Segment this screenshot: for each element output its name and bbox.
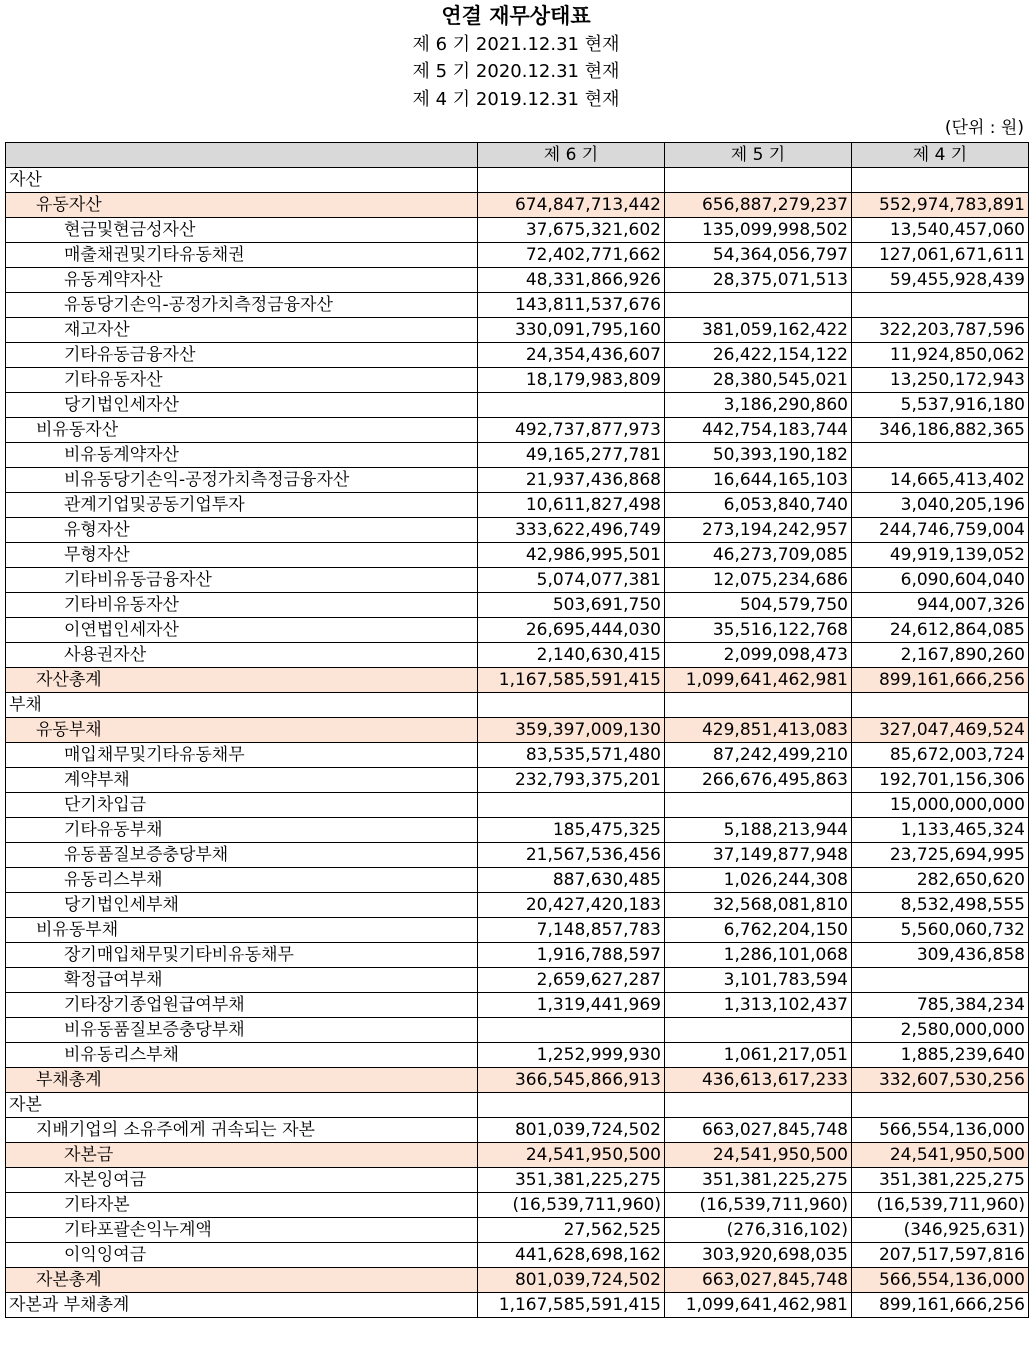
- amount-cell: 232,793,375,201: [478, 768, 665, 793]
- amount-cell: 552,974,783,891: [852, 193, 1029, 218]
- amount-cell: 7,148,857,783: [478, 918, 665, 943]
- amount-cell: [665, 168, 852, 193]
- amount-cell: 135,099,998,502: [665, 218, 852, 243]
- table-row: [6, 1118, 1029, 1143]
- amount-cell: 16,644,165,103: [665, 468, 852, 493]
- table-row: [6, 318, 1029, 343]
- table-row: [6, 343, 1029, 368]
- table-row: [6, 543, 1029, 568]
- amount-cell: [852, 168, 1029, 193]
- amount-cell: 1,061,217,051: [665, 1043, 852, 1068]
- amount-cell: 887,630,485: [478, 868, 665, 893]
- amount-cell: 5,188,213,944: [665, 818, 852, 843]
- amount-cell: 785,384,234: [852, 993, 1029, 1018]
- amount-cell: 351,381,225,275: [478, 1168, 665, 1193]
- amount-cell: 26,422,154,122: [665, 343, 852, 368]
- amount-cell: [478, 1018, 665, 1043]
- table-row: [6, 918, 1029, 943]
- account-label: 유동품질보증충당부채: [6, 843, 478, 868]
- amount-cell: 13,250,172,943: [852, 368, 1029, 393]
- table-row: [6, 368, 1029, 393]
- account-label: 자본총계: [6, 1268, 478, 1293]
- account-label: 장기매입채무및기타비유동채무: [6, 943, 478, 968]
- account-label: 현금및현금성자산: [6, 218, 478, 243]
- amount-cell: [852, 443, 1029, 468]
- amount-cell: 6,762,204,150: [665, 918, 852, 943]
- amount-cell: 24,541,950,500: [478, 1143, 665, 1168]
- table-row: [6, 968, 1029, 993]
- amount-cell: 1,252,999,930: [478, 1043, 665, 1068]
- account-label: 기타자본: [6, 1193, 478, 1218]
- amount-cell: 11,924,850,062: [852, 343, 1029, 368]
- amount-cell: 12,075,234,686: [665, 568, 852, 593]
- amount-cell: 2,167,890,260: [852, 643, 1029, 668]
- amount-cell: [852, 293, 1029, 318]
- account-label: 유동당기손익-공정가치측정금융자산: [6, 293, 478, 318]
- amount-cell: 72,402,771,662: [478, 243, 665, 268]
- amount-cell: 21,937,436,868: [478, 468, 665, 493]
- amount-cell: 2,140,630,415: [478, 643, 665, 668]
- amount-cell: 1,167,585,591,415: [478, 668, 665, 693]
- account-label: 유동부채: [6, 718, 478, 743]
- amount-cell: [478, 693, 665, 718]
- account-label: 사용권자산: [6, 643, 478, 668]
- amount-cell: 26,695,444,030: [478, 618, 665, 643]
- amount-cell: [852, 693, 1029, 718]
- amount-cell: 1,313,102,437: [665, 993, 852, 1018]
- amount-cell: 192,701,156,306: [852, 768, 1029, 793]
- account-label: 기타장기종업원급여부채: [6, 993, 478, 1018]
- amount-cell: 1,319,441,969: [478, 993, 665, 1018]
- header-period-6: 제 6 기: [478, 143, 665, 168]
- account-label: 비유동당기손익-공정가치측정금융자산: [6, 468, 478, 493]
- amount-cell: 27,562,525: [478, 1218, 665, 1243]
- amount-cell: 330,091,795,160: [478, 318, 665, 343]
- amount-cell: 37,149,877,948: [665, 843, 852, 868]
- amount-cell: 366,545,866,913: [478, 1068, 665, 1093]
- table-row: [6, 393, 1029, 418]
- account-label: 당기법인세부채: [6, 893, 478, 918]
- account-label: 계약부채: [6, 768, 478, 793]
- amount-cell: 3,186,290,860: [665, 393, 852, 418]
- amount-cell: [665, 793, 852, 818]
- table-row: [6, 243, 1029, 268]
- amount-cell: 899,161,666,256: [852, 1293, 1029, 1318]
- amount-cell: (16,539,711,960): [478, 1193, 665, 1218]
- amount-cell: 6,090,604,040: [852, 568, 1029, 593]
- amount-cell: (16,539,711,960): [852, 1193, 1029, 1218]
- account-label: 부채총계: [6, 1068, 478, 1093]
- amount-cell: 663,027,845,748: [665, 1118, 852, 1143]
- amount-cell: 332,607,530,256: [852, 1068, 1029, 1093]
- account-label: 유동계약자산: [6, 268, 478, 293]
- account-label: 무형자산: [6, 543, 478, 568]
- amount-cell: 266,676,495,863: [665, 768, 852, 793]
- table-row: [6, 1168, 1029, 1193]
- amount-cell: 5,560,060,732: [852, 918, 1029, 943]
- table-row: [6, 443, 1029, 468]
- amount-cell: [665, 293, 852, 318]
- amount-cell: [478, 793, 665, 818]
- table-row: [6, 1268, 1029, 1293]
- table-row: [6, 893, 1029, 918]
- amount-cell: 381,059,162,422: [665, 318, 852, 343]
- account-label: 자산: [6, 168, 478, 193]
- amount-cell: 127,061,671,611: [852, 243, 1029, 268]
- amount-cell: 13,540,457,060: [852, 218, 1029, 243]
- table-row: [6, 168, 1029, 193]
- amount-cell: 1,916,788,597: [478, 943, 665, 968]
- amount-cell: (276,316,102): [665, 1218, 852, 1243]
- account-label: 비유동부채: [6, 918, 478, 943]
- amount-cell: 37,675,321,602: [478, 218, 665, 243]
- amount-cell: 333,622,496,749: [478, 518, 665, 543]
- amount-cell: 436,613,617,233: [665, 1068, 852, 1093]
- table-row: [6, 293, 1029, 318]
- amount-cell: 944,007,326: [852, 593, 1029, 618]
- account-label: 재고자산: [6, 318, 478, 343]
- header-period-5: 제 5 기: [665, 143, 852, 168]
- table-body: [6, 168, 1029, 1318]
- amount-cell: 1,099,641,462,981: [665, 1293, 852, 1318]
- amount-cell: 54,364,056,797: [665, 243, 852, 268]
- amount-cell: 32,568,081,810: [665, 893, 852, 918]
- amount-cell: 801,039,724,502: [478, 1118, 665, 1143]
- amount-cell: 1,026,244,308: [665, 868, 852, 893]
- amount-cell: 185,475,325: [478, 818, 665, 843]
- amount-cell: 5,537,916,180: [852, 393, 1029, 418]
- amount-cell: 28,380,545,021: [665, 368, 852, 393]
- amount-cell: 674,847,713,442: [478, 193, 665, 218]
- table-row: [6, 843, 1029, 868]
- account-label: 자본과 부채총계: [6, 1293, 478, 1318]
- table-row: [6, 1243, 1029, 1268]
- account-label: 비유동계약자산: [6, 443, 478, 468]
- amount-cell: 282,650,620: [852, 868, 1029, 893]
- amount-cell: [665, 1018, 852, 1043]
- header-period-4: 제 4 기: [852, 143, 1029, 168]
- amount-cell: 3,101,783,594: [665, 968, 852, 993]
- amount-cell: 663,027,845,748: [665, 1268, 852, 1293]
- table-row: [6, 1018, 1029, 1043]
- amount-cell: 351,381,225,275: [852, 1168, 1029, 1193]
- unit-label: (단위 : 원): [944, 118, 1024, 138]
- amount-cell: 15,000,000,000: [852, 793, 1029, 818]
- amount-cell: 24,541,950,500: [852, 1143, 1029, 1168]
- table-row: [6, 418, 1029, 443]
- amount-cell: 429,851,413,083: [665, 718, 852, 743]
- table-row: [6, 593, 1029, 618]
- table-row: [6, 1043, 1029, 1068]
- amount-cell: 46,273,709,085: [665, 543, 852, 568]
- account-label: 비유동자산: [6, 418, 478, 443]
- amount-cell: 244,746,759,004: [852, 518, 1029, 543]
- table-row: [6, 1193, 1029, 1218]
- table-row: [6, 1093, 1029, 1118]
- account-label: 기타비유동금융자산: [6, 568, 478, 593]
- table-row: [6, 993, 1029, 1018]
- account-label: 부채: [6, 693, 478, 718]
- amount-cell: 303,920,698,035: [665, 1243, 852, 1268]
- amount-cell: 442,754,183,744: [665, 418, 852, 443]
- amount-cell: 566,554,136,000: [852, 1118, 1029, 1143]
- table-row: [6, 818, 1029, 843]
- amount-cell: 346,186,882,365: [852, 418, 1029, 443]
- table-row: [6, 718, 1029, 743]
- table-row: [6, 468, 1029, 493]
- period-line-6: 제 6 기 2021.12.31 현재: [412, 34, 620, 55]
- amount-cell: 441,628,698,162: [478, 1243, 665, 1268]
- statement-title: 연결 재무상태표: [441, 4, 591, 28]
- amount-cell: 351,381,225,275: [665, 1168, 852, 1193]
- account-label: 비유동리스부채: [6, 1043, 478, 1068]
- table-row: [6, 693, 1029, 718]
- table-row: [6, 868, 1029, 893]
- account-label: 기타유동부채: [6, 818, 478, 843]
- amount-cell: 8,532,498,555: [852, 893, 1029, 918]
- account-label: 매출채권및기타유동채권: [6, 243, 478, 268]
- amount-cell: 504,579,750: [665, 593, 852, 618]
- amount-cell: 6,053,840,740: [665, 493, 852, 518]
- table-row: [6, 1068, 1029, 1093]
- table-row: [6, 193, 1029, 218]
- amount-cell: 48,331,866,926: [478, 268, 665, 293]
- amount-cell: 85,672,003,724: [852, 743, 1029, 768]
- account-label: 비유동품질보증충당부채: [6, 1018, 478, 1043]
- amount-cell: 10,611,827,498: [478, 493, 665, 518]
- table-row: [6, 493, 1029, 518]
- table-row: [6, 743, 1029, 768]
- amount-cell: 566,554,136,000: [852, 1268, 1029, 1293]
- amount-cell: 20,427,420,183: [478, 893, 665, 918]
- account-label: 자본: [6, 1093, 478, 1118]
- amount-cell: 3,040,205,196: [852, 493, 1029, 518]
- table-row: [6, 268, 1029, 293]
- table-row: [6, 643, 1029, 668]
- account-label: 자본금: [6, 1143, 478, 1168]
- amount-cell: 899,161,666,256: [852, 668, 1029, 693]
- amount-cell: 327,047,469,524: [852, 718, 1029, 743]
- amount-cell: [478, 1093, 665, 1118]
- amount-cell: 21,567,536,456: [478, 843, 665, 868]
- amount-cell: 2,659,627,287: [478, 968, 665, 993]
- amount-cell: 656,887,279,237: [665, 193, 852, 218]
- account-label: 이연법인세자산: [6, 618, 478, 643]
- table-row: [6, 793, 1029, 818]
- table-row: [6, 568, 1029, 593]
- amount-cell: 24,541,950,500: [665, 1143, 852, 1168]
- amount-cell: 1,286,101,068: [665, 943, 852, 968]
- amount-cell: 322,203,787,596: [852, 318, 1029, 343]
- account-label: 기타유동자산: [6, 368, 478, 393]
- balance-sheet-table: [5, 142, 1029, 1318]
- amount-cell: [665, 1093, 852, 1118]
- account-label: 단기차입금: [6, 793, 478, 818]
- account-label: 자산총계: [6, 668, 478, 693]
- account-label: 당기법인세자산: [6, 393, 478, 418]
- account-label: 이익잉여금: [6, 1243, 478, 1268]
- amount-cell: 49,165,277,781: [478, 443, 665, 468]
- amount-cell: 2,580,000,000: [852, 1018, 1029, 1043]
- table-row: [6, 1293, 1029, 1318]
- account-label: 유형자산: [6, 518, 478, 543]
- amount-cell: [665, 693, 852, 718]
- amount-cell: 42,986,995,501: [478, 543, 665, 568]
- amount-cell: 1,885,239,640: [852, 1043, 1029, 1068]
- account-label: 유동자산: [6, 193, 478, 218]
- table-row: [6, 943, 1029, 968]
- account-label: 관계기업및공동기업투자: [6, 493, 478, 518]
- account-label: 유동리스부채: [6, 868, 478, 893]
- amount-cell: 28,375,071,513: [665, 268, 852, 293]
- account-label: 기타포괄손익누계액: [6, 1218, 478, 1243]
- amount-cell: 309,436,858: [852, 943, 1029, 968]
- amount-cell: 49,919,139,052: [852, 543, 1029, 568]
- amount-cell: 5,074,077,381: [478, 568, 665, 593]
- period-line-4: 제 4 기 2019.12.31 현재: [412, 89, 620, 110]
- amount-cell: 1,099,641,462,981: [665, 668, 852, 693]
- table-row: [6, 1218, 1029, 1243]
- amount-cell: [478, 168, 665, 193]
- account-label: 확정급여부채: [6, 968, 478, 993]
- amount-cell: (346,925,631): [852, 1218, 1029, 1243]
- table-header-row: [6, 143, 1029, 168]
- account-label: 기타유동금융자산: [6, 343, 478, 368]
- amount-cell: 59,455,928,439: [852, 268, 1029, 293]
- period-line-5: 제 5 기 2020.12.31 현재: [412, 61, 620, 82]
- amount-cell: 1,167,585,591,415: [478, 1293, 665, 1318]
- table-row: [6, 768, 1029, 793]
- amount-cell: 35,516,122,768: [665, 618, 852, 643]
- amount-cell: 24,354,436,607: [478, 343, 665, 368]
- amount-cell: 83,535,571,480: [478, 743, 665, 768]
- amount-cell: 492,737,877,973: [478, 418, 665, 443]
- amount-cell: 207,517,597,816: [852, 1243, 1029, 1268]
- amount-cell: 24,612,864,085: [852, 618, 1029, 643]
- account-label: 매입채무및기타유동채무: [6, 743, 478, 768]
- amount-cell: 801,039,724,502: [478, 1268, 665, 1293]
- table-row: [6, 618, 1029, 643]
- amount-cell: 14,665,413,402: [852, 468, 1029, 493]
- table-row: [6, 1143, 1029, 1168]
- amount-cell: [478, 393, 665, 418]
- amount-cell: 23,725,694,995: [852, 843, 1029, 868]
- amount-cell: 143,811,537,676: [478, 293, 665, 318]
- amount-cell: [852, 968, 1029, 993]
- amount-cell: 359,397,009,130: [478, 718, 665, 743]
- table-row: [6, 668, 1029, 693]
- amount-cell: 503,691,750: [478, 593, 665, 618]
- amount-cell: 50,393,190,182: [665, 443, 852, 468]
- table-row: [6, 518, 1029, 543]
- account-label: 자본잉여금: [6, 1168, 478, 1193]
- table-row: [6, 218, 1029, 243]
- amount-cell: 273,194,242,957: [665, 518, 852, 543]
- account-label: 지배기업의 소유주에게 귀속되는 자본: [6, 1118, 478, 1143]
- amount-cell: 87,242,499,210: [665, 743, 852, 768]
- amount-cell: 18,179,983,809: [478, 368, 665, 393]
- header-account: [6, 143, 478, 168]
- amount-cell: 2,099,098,473: [665, 643, 852, 668]
- amount-cell: 1,133,465,324: [852, 818, 1029, 843]
- amount-cell: (16,539,711,960): [665, 1193, 852, 1218]
- amount-cell: [852, 1093, 1029, 1118]
- account-label: 기타비유동자산: [6, 593, 478, 618]
